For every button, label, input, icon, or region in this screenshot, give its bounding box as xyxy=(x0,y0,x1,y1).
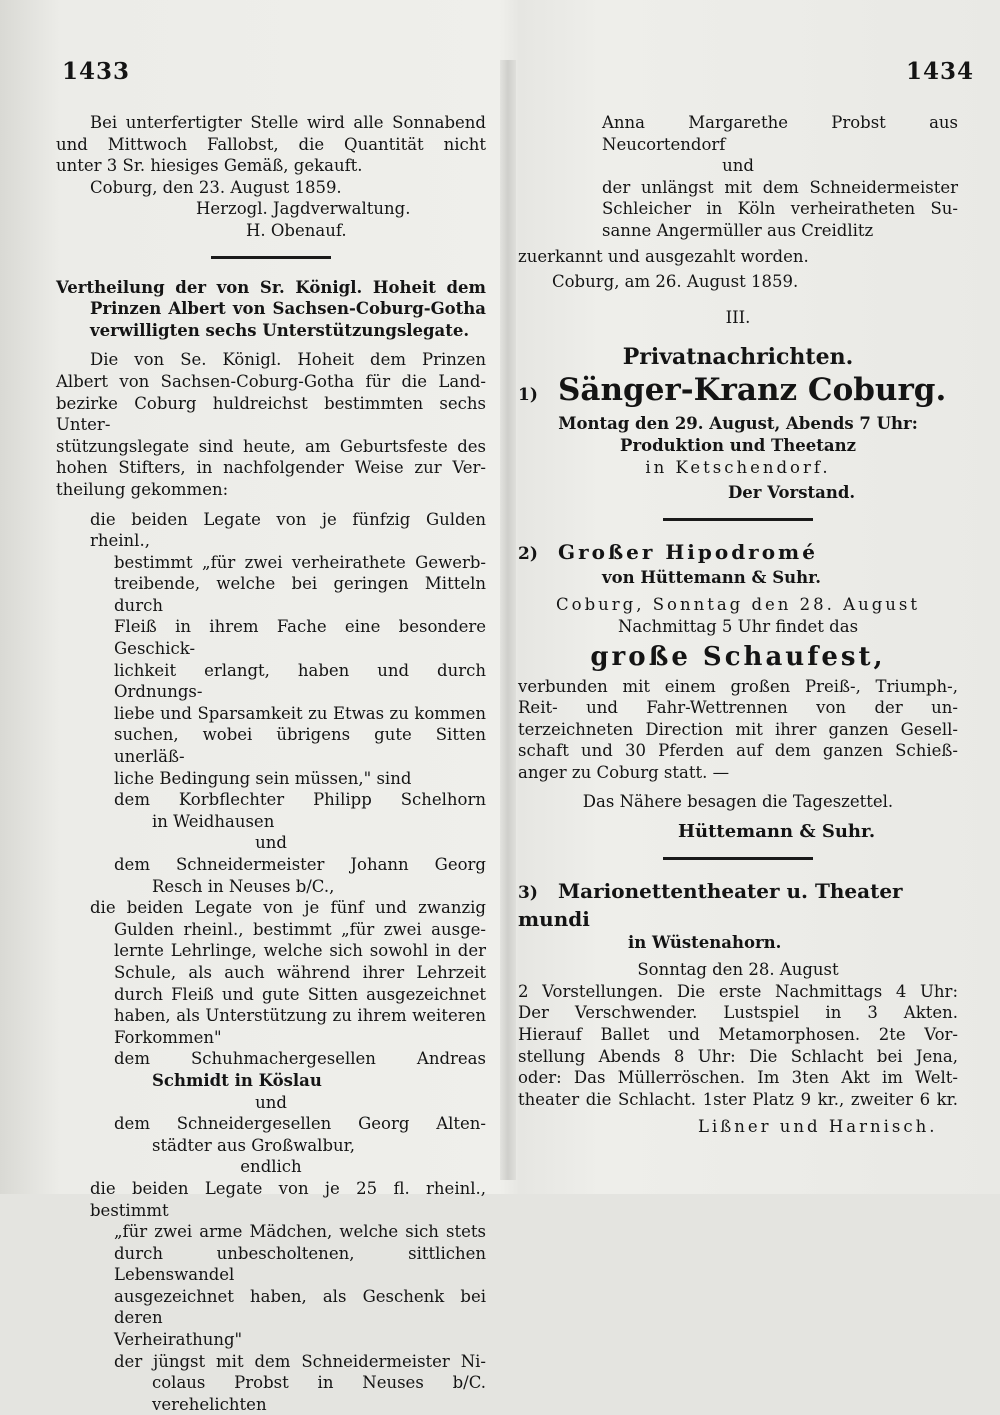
ad-number: 3) xyxy=(518,882,538,903)
legate-one xyxy=(56,509,486,898)
text-line: Resch in Neuses b/C., xyxy=(152,876,335,896)
text-line: in Ketschendorf. xyxy=(645,457,831,477)
ad-hipodrome xyxy=(518,539,958,843)
text-line: lichkeit erlangt, haben und durch Ordnungs- xyxy=(114,660,486,702)
signature: Der Vorstand. xyxy=(728,483,856,503)
text-line: und Mittwoch Fallobst, die Quantität nicht xyxy=(56,134,486,154)
text-line: Hierauf Ballet und Metamorphosen. 2te Vor- xyxy=(518,1025,958,1045)
text-line: in Weidhausen xyxy=(152,811,275,831)
signature: H. Obenauf. xyxy=(246,220,347,240)
text-line: liche Bedingung sein müssen," sind xyxy=(114,768,412,788)
text-line: städter aus Großwalbur, xyxy=(152,1135,355,1155)
text-line: colaus Probst in Neuses b/C. verehelichten xyxy=(152,1373,486,1414)
headline: große Schaufest, xyxy=(590,641,886,672)
legate-title xyxy=(56,277,486,342)
text-line: Der Verschwender. Lustspiel in 3 Akten. xyxy=(518,1003,958,1023)
signature: Hüttemann & Suhr. xyxy=(678,821,876,843)
page-number-left: 1433 xyxy=(62,58,131,85)
text-line: Neucortendorf xyxy=(602,134,726,154)
text-line: terzeichneten Direction mit ihrer ganzen Gesell- xyxy=(518,719,958,739)
legate-intro xyxy=(56,349,486,500)
ad-title: Sänger-Kranz Coburg. xyxy=(558,372,947,409)
right-column xyxy=(518,112,958,1138)
text-line: und xyxy=(722,156,754,176)
text-line: „für zwei arme Mädchen, welche sich stets xyxy=(114,1222,486,1242)
text-line: 2 Vorstellungen. Die erste Nachmittags 4 Uhr: xyxy=(518,981,958,1001)
text-line: Albert von Sachsen-Coburg-Gotha für die Land- xyxy=(56,371,486,391)
text-line: Schmidt in Köslau xyxy=(152,1070,322,1090)
fallobst-notice xyxy=(56,112,486,242)
text-line: bezirke Coburg huldreichst bestimmten sechs Unter- xyxy=(56,393,486,435)
text-line: Herzogl. Jagdverwaltung. xyxy=(196,199,411,219)
text-line: Das Nähere besagen die Tageszettel. xyxy=(582,792,894,812)
text-line: Verheirathung" xyxy=(114,1330,243,1350)
text-line: durch unbescholtenen, sittlichen Lebenswandel xyxy=(114,1243,486,1285)
text-line: theilung gekommen: xyxy=(56,479,229,499)
text-line: anger zu Coburg statt. — xyxy=(518,762,730,782)
divider-rule xyxy=(211,256,331,259)
legate-continuation xyxy=(518,112,958,293)
ad-saengerkranz xyxy=(518,372,958,503)
text-line: lernte Lehrlinge, welche sich sowohl in der xyxy=(114,941,486,961)
text-line: dem Schneidergesellen Georg Alten- xyxy=(114,1114,486,1134)
text-line: Prinzen Albert von Sachsen-Coburg-Gotha xyxy=(90,299,486,319)
ad-number: 2) xyxy=(518,543,538,564)
text-line: Coburg, am 26. August 1859. xyxy=(552,272,799,292)
signature: Lißner und Harnisch. xyxy=(698,1117,938,1137)
page-gutter xyxy=(500,60,516,1180)
text-line: Die von Se. Königl. Hoheit dem Prinzen xyxy=(90,350,486,370)
text-line: und xyxy=(255,1092,287,1112)
text-line: hohen Stifters, in nachfolgender Weise zur Ver- xyxy=(56,458,486,478)
text-line: Produktion und Theetanz xyxy=(620,435,856,455)
text-line: in Wüstenahorn. xyxy=(628,932,782,952)
text-line: ausgezeichnet haben, als Geschenk bei deren xyxy=(114,1286,486,1328)
text-line: Reit- und Fahr-Wettrennen von der un- xyxy=(518,698,958,718)
text-line: liebe und Sparsamkeit zu Etwas zu kommen xyxy=(114,703,486,723)
text-line: die beiden Legate von je 25 fl. rheinl., bestimmt xyxy=(90,1178,486,1220)
text-line: die beiden Legate von je fünfzig Gulden rheinl., xyxy=(90,509,486,551)
text-line: Coburg, den 23. August 1859. xyxy=(90,177,342,197)
text-line: unter 3 Sr. hiesiges Gemäß, gekauft. xyxy=(56,156,363,176)
text-line: zuerkannt und ausgezahlt worden. xyxy=(518,246,809,266)
text-line: dem Schneidermeister Johann Georg xyxy=(114,855,486,874)
text-line: Forkommen" xyxy=(114,1027,222,1047)
divider-rule xyxy=(663,518,813,521)
text-line: verbunden mit einem großen Preiß-, Triumph-, xyxy=(518,676,958,696)
section-number: III. xyxy=(725,307,751,327)
text-line: bestimmt „für zwei verheirathete Gewerb- xyxy=(114,552,486,572)
text-line: Schleicher in Köln verheiratheten Su- xyxy=(602,199,958,219)
text-line: Bei unterfertigter Stelle wird alle Sonnabend xyxy=(90,113,486,132)
text-line: der unlängst mit dem Schneidermeister xyxy=(602,177,958,197)
legate-three xyxy=(56,1178,486,1415)
text-line: haben, als Unterstützung zu ihrem weiteren xyxy=(114,1006,486,1026)
text-line: die beiden Legate von je fünf und zwanzig xyxy=(90,898,486,918)
text-line: Fleiß in ihrem Fache eine besondere Geschick- xyxy=(114,617,486,659)
text-line: dem Schuhmachergesellen Andreas xyxy=(114,1049,486,1069)
text-line: suchen, wobei übrigens gute Sitten unerläß- xyxy=(114,725,486,767)
text-line: von Hüttemann & Suhr. xyxy=(602,567,822,587)
text-line: stützungslegate sind heute, am Geburtsfeste des xyxy=(56,436,486,456)
text-line: durch Fleiß und gute Sitten ausgezeichnet xyxy=(114,984,486,1004)
text-line: verwilligten sechs Unterstützungslegate. xyxy=(90,320,470,340)
text-line: Montag den 29. August, Abends 7 Uhr: xyxy=(558,414,918,434)
ad-marionettentheater xyxy=(518,878,958,1138)
text-line: der jüngst mit dem Schneidermeister Ni- xyxy=(114,1351,486,1371)
text-line: Schule, als auch während ihrer Lehrzeit xyxy=(114,962,486,982)
text-line: theater die Schlacht. 1ster Platz 9 kr., zweiter 6 kr. xyxy=(518,1089,958,1109)
text-line: stellung Abends 8 Uhr: Die Schlacht bei Jena, xyxy=(518,1046,958,1066)
left-column xyxy=(56,112,486,1415)
divider-rule xyxy=(663,857,813,860)
ad-title: Großer Hipodromé xyxy=(558,539,818,564)
text-line: Coburg, Sonntag den 28. August xyxy=(556,595,920,615)
text-line: dem Korbflechter Philipp Schelhorn xyxy=(114,790,486,810)
text-line: endlich xyxy=(240,1157,302,1177)
ad-number: 1) xyxy=(518,385,538,406)
text-line: sanne Angermüller aus Creidlitz xyxy=(602,220,874,240)
text-line: oder: Das Müllerröschen. Im 3ten Akt im Welt- xyxy=(518,1068,958,1088)
text-line: und xyxy=(255,833,287,853)
text-line: treibende, welche bei geringen Mitteln durch xyxy=(114,574,486,615)
text-line: Nachmittag 5 Uhr findet das xyxy=(617,616,859,636)
text-line: Vertheilung der von Sr. Königl. Hoheit dem xyxy=(56,277,486,297)
text-line: Anna Margarethe Probst aus xyxy=(602,113,958,132)
text-line: schaft und 30 Pferden auf dem ganzen Schieß- xyxy=(518,741,958,761)
text-line: Gulden rheinl., bestimmt „für zwei ausge- xyxy=(114,919,486,939)
ad-title: Marionettentheater u. Theater mundi xyxy=(518,878,903,931)
page-number-right: 1434 xyxy=(906,58,975,85)
legate-two xyxy=(56,897,486,1178)
section-title: Privatnachrichten. xyxy=(622,344,854,371)
text-line: Sonntag den 28. August xyxy=(637,960,839,980)
